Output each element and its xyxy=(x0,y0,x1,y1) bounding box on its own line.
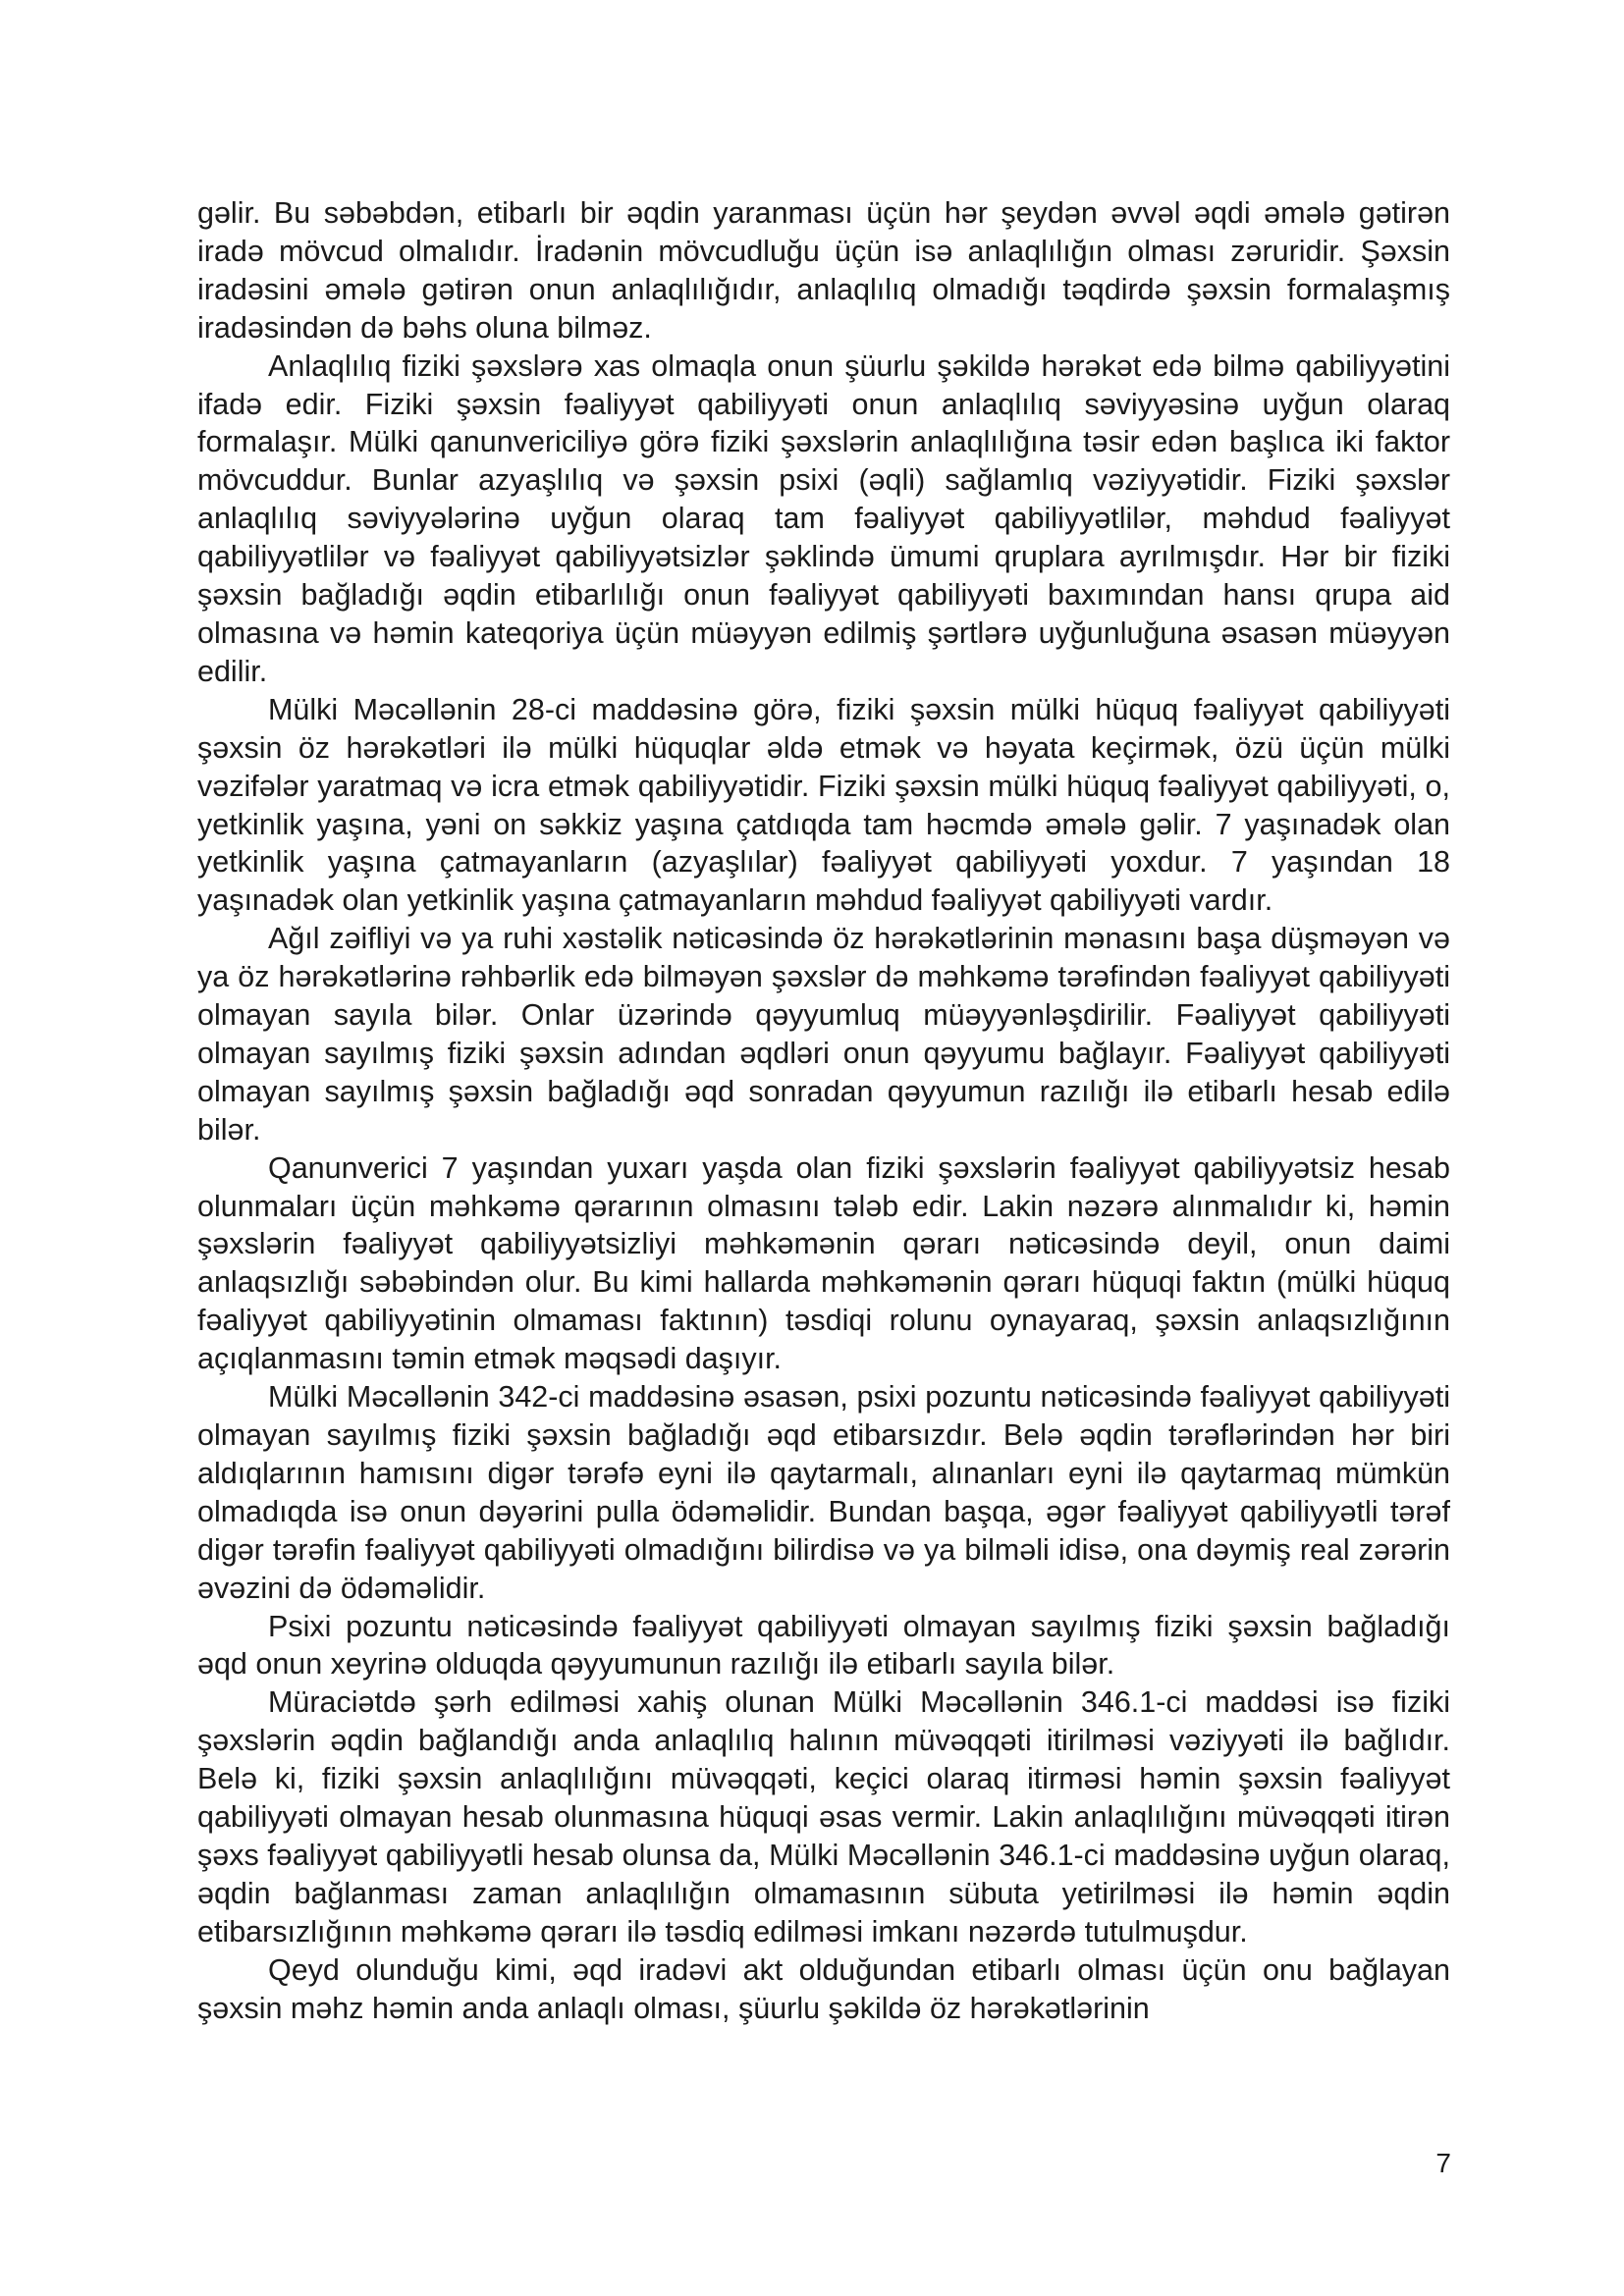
paragraph-6: Mülki Məcəllənin 342-ci maddəsinə əsasən, psixi pozuntu nəticəsində fəaliyyət qabiliyyəti olmayan sayılmış fiziki şəxsin bağladığı əqd etibarsızdır. Belə əqdin tərəflərindən hər biri aldıqlarının hamısını digər tərəfə eyni ilə qaytarmalı, alınanları eyni ilə qaytarmaq mümkün olmadıqda isə onun dəyərini pulla ödəməlidir. Bundan başqa, əgər fəaliyyət qabiliyyətli tərəf digər tərəfin fəaliyyət qabiliyyəti olmadığını bilirdisə və ya bilməli idisə, ona dəymiş real zərərin əvəzini də ödəməlidir. xyxy=(197,1380,1450,1605)
paragraph-4: Ağıl zəifliyi və ya ruhi xəstəlik nəticəsində öz hərəkətlərinin mənasını başa düşməyən və ya öz hərəkətlərinə rəhbərlik edə bilməyən şəxslər də məhkəmə tərəfindən fəaliyyət qabiliyyəti olmayan sayıla bilər. Onlar üzərində qəyyumluq müəyyənləşdirilir. Fəaliyyət qabiliyyəti olmayan sayılmış fiziki şəxsin adından əqdləri onun qəyyumu bağlayır. Fəaliyyət qabiliyyəti olmayan sayılmış şəxsin bağladığı əqd sonradan qəyyumun razılığı ilə etibarlı hesab edilə bilər. xyxy=(197,922,1450,1147)
paragraph-5: Qanunverici 7 yaşından yuxarı yaşda olan fiziki şəxslərin fəaliyyət qabiliyyətsiz hesab olunmaları üçün məhkəmə qərarının olmasını tələb edir. Lakin nəzərə alınmalıdır ki, həmin şəxslərin fəaliyyət qabiliyyətsizliyi məhkəmənin qərarı nəticəsində deyil, onun daimi anlaqsızlığı səbəbindən olur. Bu kimi hallarda məhkəmənin qərarı hüquqi faktın (mülki hüquq fəaliyyət qabiliyyətinin olmaması faktının) təsdiqi rolunu oynayaraq, şəxsin anlaqsızlığının açıqlanmasını təmin etmək məqsədi daşıyır. xyxy=(197,1150,1450,1376)
document-body xyxy=(197,194,1450,2028)
paragraph-9: Qeyd olunduğu kimi, əqd iradəvi akt olduğundan etibarlı olması üçün onu bağlayan şəxsin məhz həmin anda anlaqlı olması, şüurlu şəkildə öz hərəkətlərinin xyxy=(197,1952,1450,2025)
paragraph-3: Mülki Məcəllənin 28-ci maddəsinə görə, fiziki şəxsin mülki hüquq fəaliyyət qabiliyyəti şəxsin öz hərəkətləri ilə mülki hüquqlar əldə etmək və həyata keçirmək, özü üçün mülki vəzifələr yaratmaq və icra etmək qabiliyyətidir. Fiziki şəxsin mülki hüquq fəaliyyət qabiliyyəti, o, yetkinlik yaşına, yəni on səkkiz yaşına çatdıqda tam həcmdə əmələ gəlir. 7 yaşınadək olan yetkinlik yaşına çatmayanların (azyaşlılar) fəaliyyət qabiliyyəti yoxdur. 7 yaşından 18 yaşınadək olan yetkinlik yaşına çatmayanların məhdud fəaliyyət qabiliyyəti vardır. xyxy=(197,692,1450,918)
paragraph-8: Müraciətdə şərh edilməsi xahiş olunan Mülki Məcəllənin 346.1-ci maddəsi isə fiziki şəxslərin əqdin bağlandığı anda anlaqlılıq halının müvəqqəti itirilməsi vəziyyəti ilə bağlıdır. Belə ki, fiziki şəxsin anlaqlılığını müvəqqəti, keçici olaraq itirməsi həmin şəxsin fəaliyyət qabiliyyəti olmayan hesab olunmasına hüquqi əsas vermir. Lakin anlaqlılığını müvəqqəti itirən şəxs fəaliyyət qabiliyyətli hesab olunsa da, Mülki Məcəllənin 346.1-ci maddəsinə uyğun olaraq, əqdin bağlanması zaman anlaqlılığın olmamasının sübuta yetirilməsi ilə həmin əqdin etibarsızlığının məhkəmə qərarı ilə təsdiq edilməsi imkanı nəzərdə tutulmuşdur. xyxy=(197,1685,1450,1949)
paragraph-7: Psixi pozuntu nəticəsində fəaliyyət qabiliyyəti olmayan sayılmış fiziki şəxsin bağladığı əqd onun xeyrinə olduqda qəyyumunun razılığı ilə etibarlı sayıla bilər. xyxy=(197,1609,1450,1682)
page-number: 7 xyxy=(1435,2148,1451,2178)
paragraph-2: Anlaqlılıq fiziki şəxslərə xas olmaqla onun şüurlu şəkildə hərəkət edə bilmə qabiliyyətini ifadə edir. Fiziki şəxsin fəaliyyət qabiliyyəti onun anlaqlılıq səviyyəsinə uyğun olaraq formalaşır. Mülki qanunvericiliyə görə fiziki şəxslərin anlaqlılığına təsir edən başlıca iki faktor mövcuddur. Bunlar azyaşlılıq və şəxsin psixi (əqli) sağlamlıq vəziyyətidir. Fiziki şəxslər anlaqlılıq səviyyələrinə uyğun olaraq tam fəaliyyət qabiliyyətlilər, məhdud fəaliyyət qabiliyyətlilər və fəaliyyət qabiliyyətsizlər şəklində ümumi qruplara ayrılmışdır. Hər bir fiziki şəxsin bağladığı əqdin etibarlılığı onun fəaliyyət qabiliyyəti baxımından hansı qrupa aid olmasına və həmin kateqoriya üçün müəyyən edilmiş şərtlərə uyğunluğuna əsasən müəyyən edilir. xyxy=(197,348,1450,688)
paragraph-1: gəlir. Bu səbəbdən, etibarlı bir əqdin yaranması üçün hər şeydən əvvəl əqdi əmələ gətirən iradə mövcud olmalıdır. İradənin mövcudluğu üçün isə anlaqlılığın olması zəruridir. Şəxsin iradəsini əmələ gətirən onun anlaqlılığıdır, anlaqlılıq olmadığı təqdirdə şəxsin formalaşmış iradəsindən də bəhs oluna bilməz. xyxy=(197,196,1450,345)
